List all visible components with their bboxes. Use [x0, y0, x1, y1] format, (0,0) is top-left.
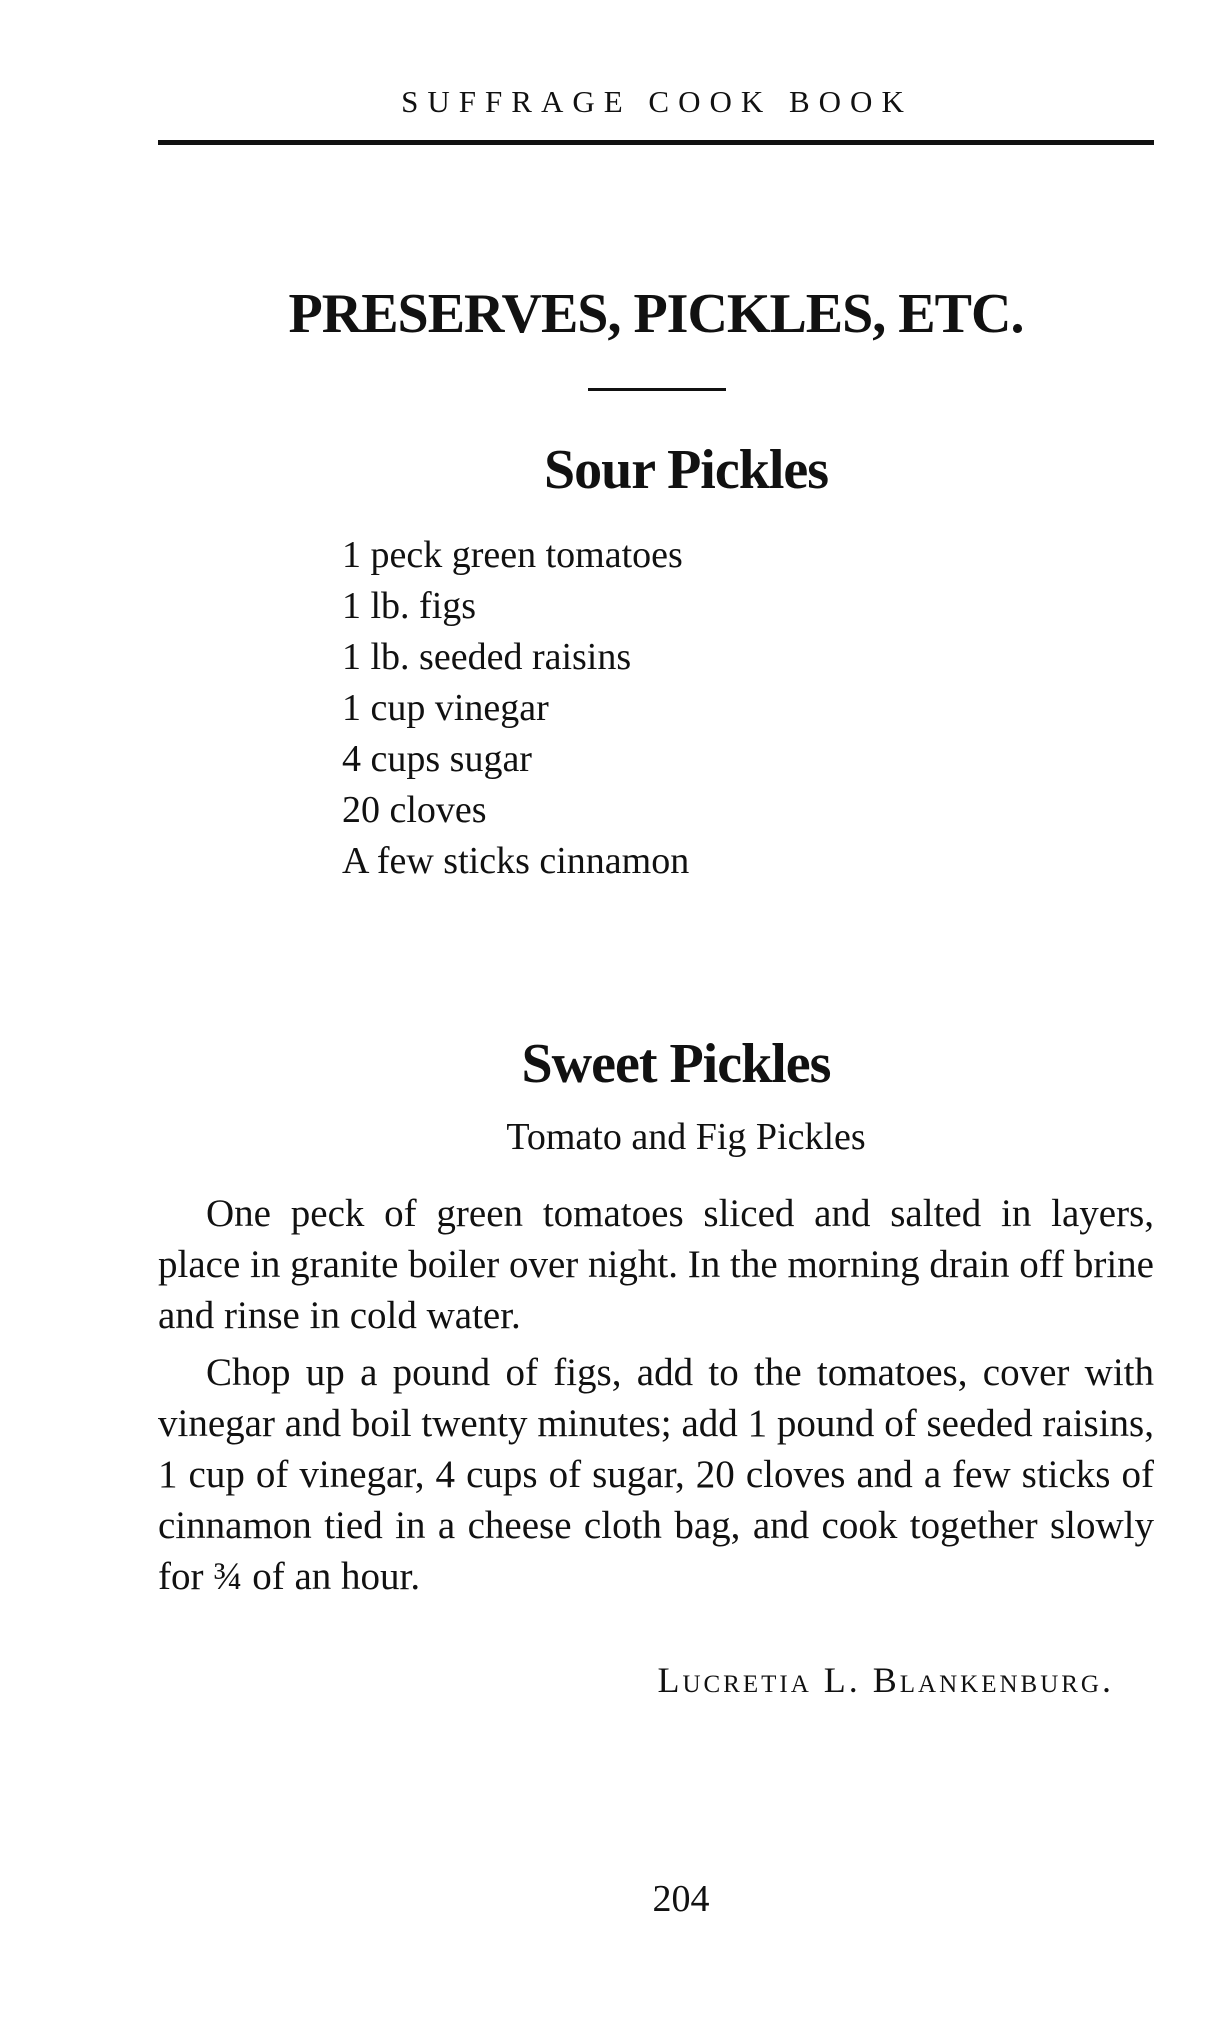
recipe-instructions	[158, 1188, 1154, 1608]
ingredient-item: 20 cloves	[342, 789, 487, 831]
ingredient-item: 1 cup vinegar	[342, 687, 549, 729]
page-number: 204	[652, 1878, 710, 1920]
ingredient-item: 1 lb. figs	[342, 585, 477, 627]
ingredient-item: 4 cups sugar	[342, 738, 532, 780]
ingredient-item: 1 peck green tomatoes	[342, 534, 683, 576]
ingredient-list	[342, 530, 689, 887]
recipe-subtitle: Tomato and Fig Pickles	[506, 1116, 866, 1158]
ingredient-item: A few sticks cinnamon	[342, 840, 690, 882]
instruction-paragraph: One peck of green tomatoes sliced and salted in layers, place in granite boiler over night. In the morning drain off brine and rinse in cold water.	[158, 1192, 1154, 1337]
title-divider	[588, 388, 726, 391]
header-rule	[158, 140, 1154, 145]
recipe-title-sweet-pickles: Sweet Pickles	[521, 1033, 831, 1095]
recipe-author: Lucretia L. Blankenburg.	[657, 1660, 1114, 1700]
ingredient-item: 1 lb. seeded raisins	[342, 636, 632, 678]
section-title: PRESERVES, PICKLES, ETC.	[288, 283, 1024, 345]
recipe-title-sour-pickles: Sour Pickles	[543, 439, 829, 501]
instruction-paragraph: Chop up a pound of figs, add to the tomatoes, cover with vinegar and boil twenty minutes; add 1 pound of seeded raisins, 1 cup of vinegar, 4 cups of sugar, 20 cloves and a few sticks of cinnamon tied in a cheese cloth bag, and cook together slowly for ¾ of an hour.	[158, 1351, 1154, 1598]
running-head: SUFFRAGE COOK BOOK	[401, 84, 913, 119]
